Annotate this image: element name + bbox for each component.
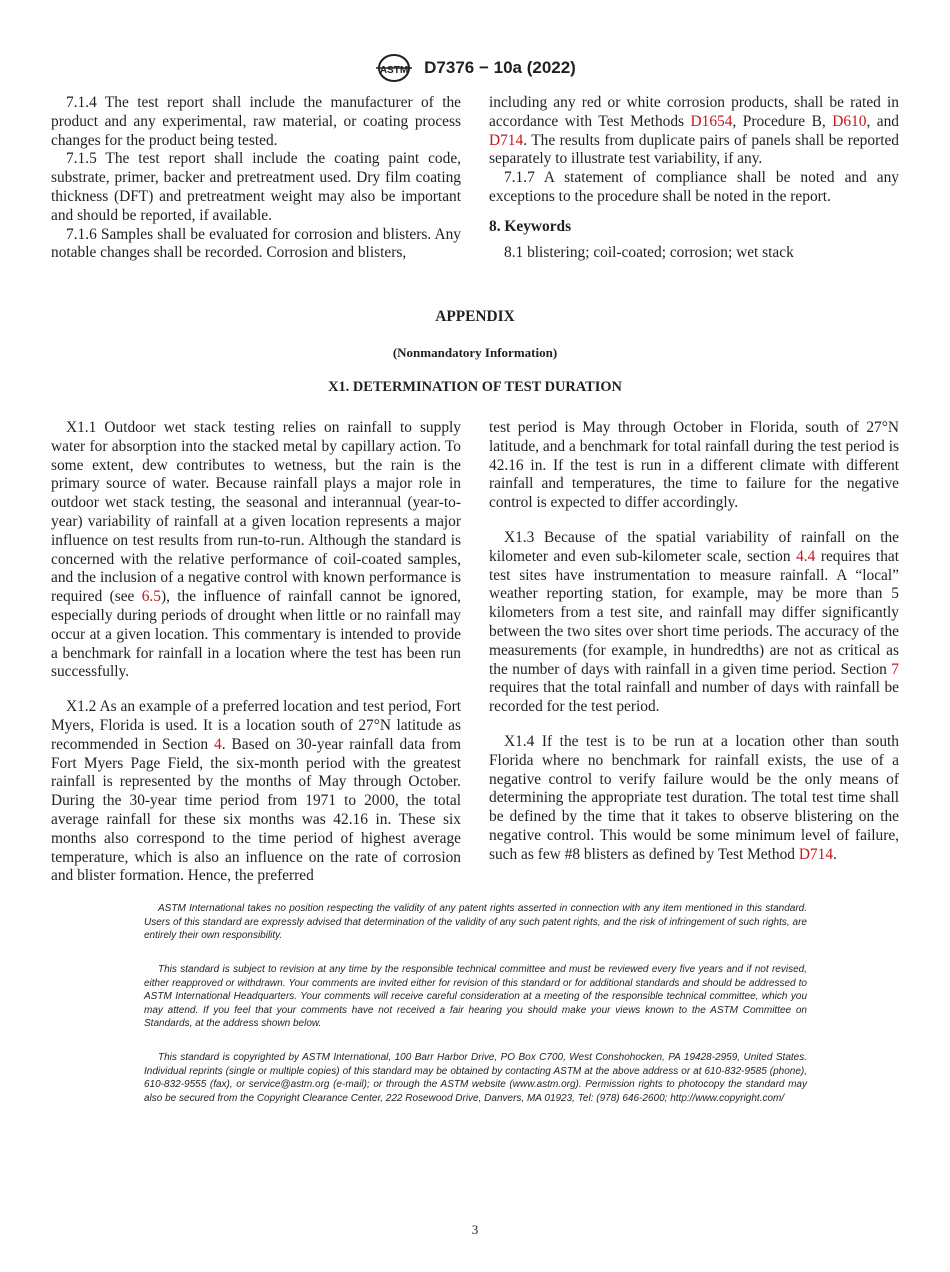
- appendix-section-title: X1. DETERMINATION OF TEST DURATION: [328, 379, 622, 395]
- appendix-right-column: [489, 419, 899, 865]
- copyright-notice: This standard is copyrighted by ASTM International, 100 Barr Harbor Drive, PO Box C700, West Conshohocken, PA 19428-2959, United States. Individual reprints (single or multiple copies) of this standard may be obtained by contacting ASTM at the above address or at 610-832-9585 (phone), 610-832-9555 (fax), or service@astm.org (e-mail); or through the ASTM website (www.astm.org). Permission rights to photocopy the standard may also be secured from the Copyright Clearance Center, 222 Rosewood Drive, Danvers, MA 01923, Tel: (978) 646-2600; http://www.copyright.com/: [144, 1052, 807, 1104]
- para-x1-3: X1.3 Because of the spatial variability of rainfall on the kilometer and even sub-kilometer scale, section 4.4 requires that test sites have instrumentation to measure rainfall. A “local” weather reporting station, for example, may be more than 5 kilometers from a test site, and rainfall may differ significantly between the two sites over short time periods. The accuracy of the measurements (for example, in hundredths) are not as critical as the number of days with rainfall in a given time period. Section 7 requires that the total rainfall and number of days with rainfall be recorded for the test period.: [489, 528, 899, 716]
- keywords-heading: 8. Keywords: [489, 217, 572, 235]
- link-section-4[interactable]: 4: [214, 735, 222, 753]
- link-6-5[interactable]: 6.5: [141, 588, 161, 606]
- patent-notice: ASTM International takes no position respecting the validity of any patent rights asserted in connection with any item mentioned in this standard. Users of this standard are expressly advised that determination of the validity of any such patent rights, and the risk of infringement of such rights, are entirely their own responsibility.: [144, 903, 807, 942]
- top-right-column: [489, 94, 899, 262]
- page-number: 3: [471, 1222, 479, 1237]
- keywords-text: 8.1 blistering; coil-coated; corrosion; wet stack: [504, 243, 794, 261]
- para-7-1-4: 7.1.4 The test report shall include the manufacturer of the product and any experimental, raw material, or coating process changes for the product being tested.: [51, 94, 461, 149]
- para-x1-1: X1.1 Outdoor wet stack testing relies on rainfall to supply water for absorption into the stacked metal by capillary action. To some extent, dew contributes to wetness, but the rain is the primary source of water. Because rainfall plays a major role in outdoor wet stack testing, the seasonal and interannual (year-to-year) variability of rainfall at a given location represents a major influence on test results from run-to-run. Although the standard is concerned with the relative performance of coil-coated samples, and the inclusion of a negative control with known performance is required (see 6.5), the influence of rainfall cannot be ignored, especially during periods of drought when little or no rainfall may occur at a given location. This commentary is intended to provide a benchmark for rainfall in a location where the test has been run successfully.: [51, 419, 461, 681]
- appendix-subtitle: (Nonmandatory Information): [392, 345, 558, 360]
- link-section-7[interactable]: 7: [891, 660, 899, 678]
- link-d714[interactable]: D714: [489, 131, 524, 149]
- para-7-1-6-continued: including any red or white corrosion products, shall be rated in accordance with Test Methods D1654, Procedure B, D610, and D714. The results from duplicate pairs of panels shall be reported separately to illustrate test variability, if any.: [489, 94, 899, 168]
- para-x1-2: X1.2 As an example of a preferred location and test period, Fort Myers, Florida is used. It is a location south of 27°N latitude as recommended in Section 4. Based on 30-year rainfall data from Fort Myers Page Field, the six-month period with the greatest rainfall is represented by the months of May through October. During the 30-year time period from 1971 to 2000, the total average rainfall for these six months was 42.16 in. These six months also correspond to the time period of highest average temperature, which is also an influence on the rate of corrosion and blister formation. Hence, the preferred: [51, 698, 461, 885]
- link-d610[interactable]: D610: [832, 112, 867, 130]
- page-header: [0, 52, 950, 86]
- astm-logo-text: ASTM: [379, 65, 409, 76]
- astm-logo: [374, 52, 414, 84]
- para-x1-2-continued: test period is May through October in Florida, south of 27°N latitude, and a benchmark for total rainfall during the test period is 42.16 in. If the test is run in a different climate with different rainfall and temperatures, the time to failure for the negative control is expected to differ accordingly.: [489, 419, 899, 512]
- link-d714-2[interactable]: D714: [798, 845, 834, 863]
- appendix-title: APPENDIX: [435, 308, 515, 325]
- link-4-4[interactable]: 4.4: [796, 547, 816, 565]
- link-d1654[interactable]: D1654: [690, 112, 733, 130]
- appendix-left-column: [51, 419, 461, 886]
- para-7-1-5: 7.1.5 The test report shall include the coating paint code, substrate, primer, backer and pretreatment used. Dry film coating thickness (DFT) and pretreatment weight may also be important and should be reported, if available.: [51, 150, 461, 224]
- para-7-1-6: 7.1.6 Samples shall be evaluated for corrosion and blisters. Any notable changes shall be recorded. Corrosion and blisters,: [51, 225, 461, 262]
- para-7-1-7: 7.1.7 A statement of compliance shall be noted and any exceptions to the procedure shall be noted in the report.: [489, 169, 899, 205]
- revision-notice: This standard is subject to revision at any time by the responsible technical committee and must be reviewed every five years and if not revised, either reapproved or withdrawn. Your comments are invited either for revision of this standard or for additional standards and should be addressed to ASTM International Headquarters. Your comments will receive careful consideration at a meeting of the responsible technical committee, which you may attend. If you feel that your comments have not received a fair hearing you should make your views known to the ASTM Committee on Standards, at the address shown below.: [144, 964, 807, 1030]
- document-designation: D7376 − 10a (2022): [424, 58, 576, 77]
- para-x1-4: X1.4 If the test is to be run at a location other than south Florida where no benchmark for rainfall exists, the use of a negative control to verify failure would be the only means of determining the appropriate test duration. The total test time shall be defined by the time that it takes to observe blistering on the negative control. This would be some minimum level of failure, such as few #8 blisters as defined by Test Method D714.: [489, 732, 899, 863]
- top-left-column: [51, 94, 461, 263]
